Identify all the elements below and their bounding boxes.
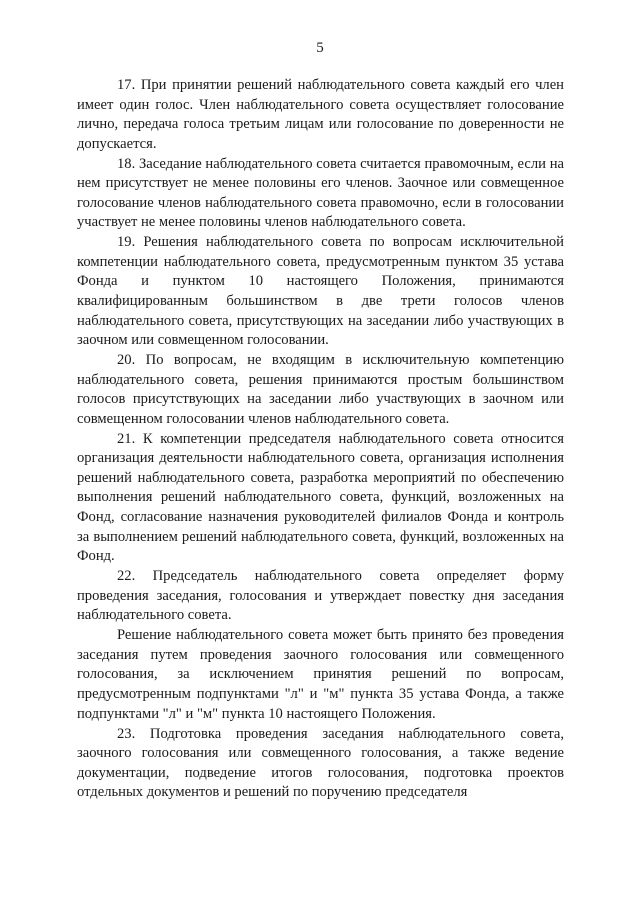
paragraph-21: 21. К компетенции председателя наблюдательного совета относится организация деятельности наблюдательного совета, организация исполнения решений наблюдательного совета, разработка мероприятий по обеспечению выполнения решений наблюдательного совета, функций, возложенных на Фонд, согласование назначения руководителей филиалов Фонда и контроль за выполнением решений наблюдательного совета, функций, возложенных на Фонд.: [77, 430, 564, 565]
document-body: [77, 76, 564, 803]
paragraph-17: 17. При принятии решений наблюдательного совета каждый его член имеет один голос. Член наблюдательного совета осуществляет голосование лично, передача голоса третьим лицам или голосование по доверенности не допускается.: [77, 77, 564, 152]
paragraph-18: 18. Заседание наблюдательного совета считается правомочным, если на нем присутствует не менее половины его членов. Заочное или совмещенное голосование членов наблюдательного совета правомочно, если в голосовании участвует не менее половины членов наблюдательного совета.: [77, 155, 564, 231]
paragraph-22: 22. Председатель наблюдательного совета определяет форму проведения заседания, голосования и утверждает повестку дня заседания наблюдательного совета.: [77, 568, 564, 624]
paragraph-19: 19. Решения наблюдательного совета по вопросам исключительной компетенции наблюдательного совета, предусмотренным пунктом 35 устава Фонда и пунктом 10 настоящего Положения, принимаются квалифицированным большинством в две трети голосов членов наблюдательного совета, присутствующих на заседании либо участвующих в заочном или совмещенном голосовании.: [77, 234, 564, 349]
paragraph-20: 20. По вопросам, не входящим в исключительную компетенцию наблюдательного совета, решения принимаются простым большинством голосов присутствующих на заседании либо участвующих в заочном или совмещенном голосовании членов наблюдательного совета.: [77, 352, 564, 427]
paragraph-22-continuation: Решение наблюдательного совета может быть принято без проведения заседания путем проведения заочного голосования или совмещенного голосования, за исключением принятия решений по вопросам, предусмотренным подпунктами "л" и "м" пункта 35 устава Фонда, а также подпунктами "л" и "м" пункта 10 настоящего Положения.: [77, 627, 564, 722]
page-number: 5: [316, 40, 324, 56]
paragraph-23: 23. Подготовка проведения заседания наблюдательного совета, заочного голосования или совмещенного голосования, а также ведение документации, подведение итогов голосования, подготовка проектов отдельных документов и решений по поручению председателя: [77, 725, 564, 801]
